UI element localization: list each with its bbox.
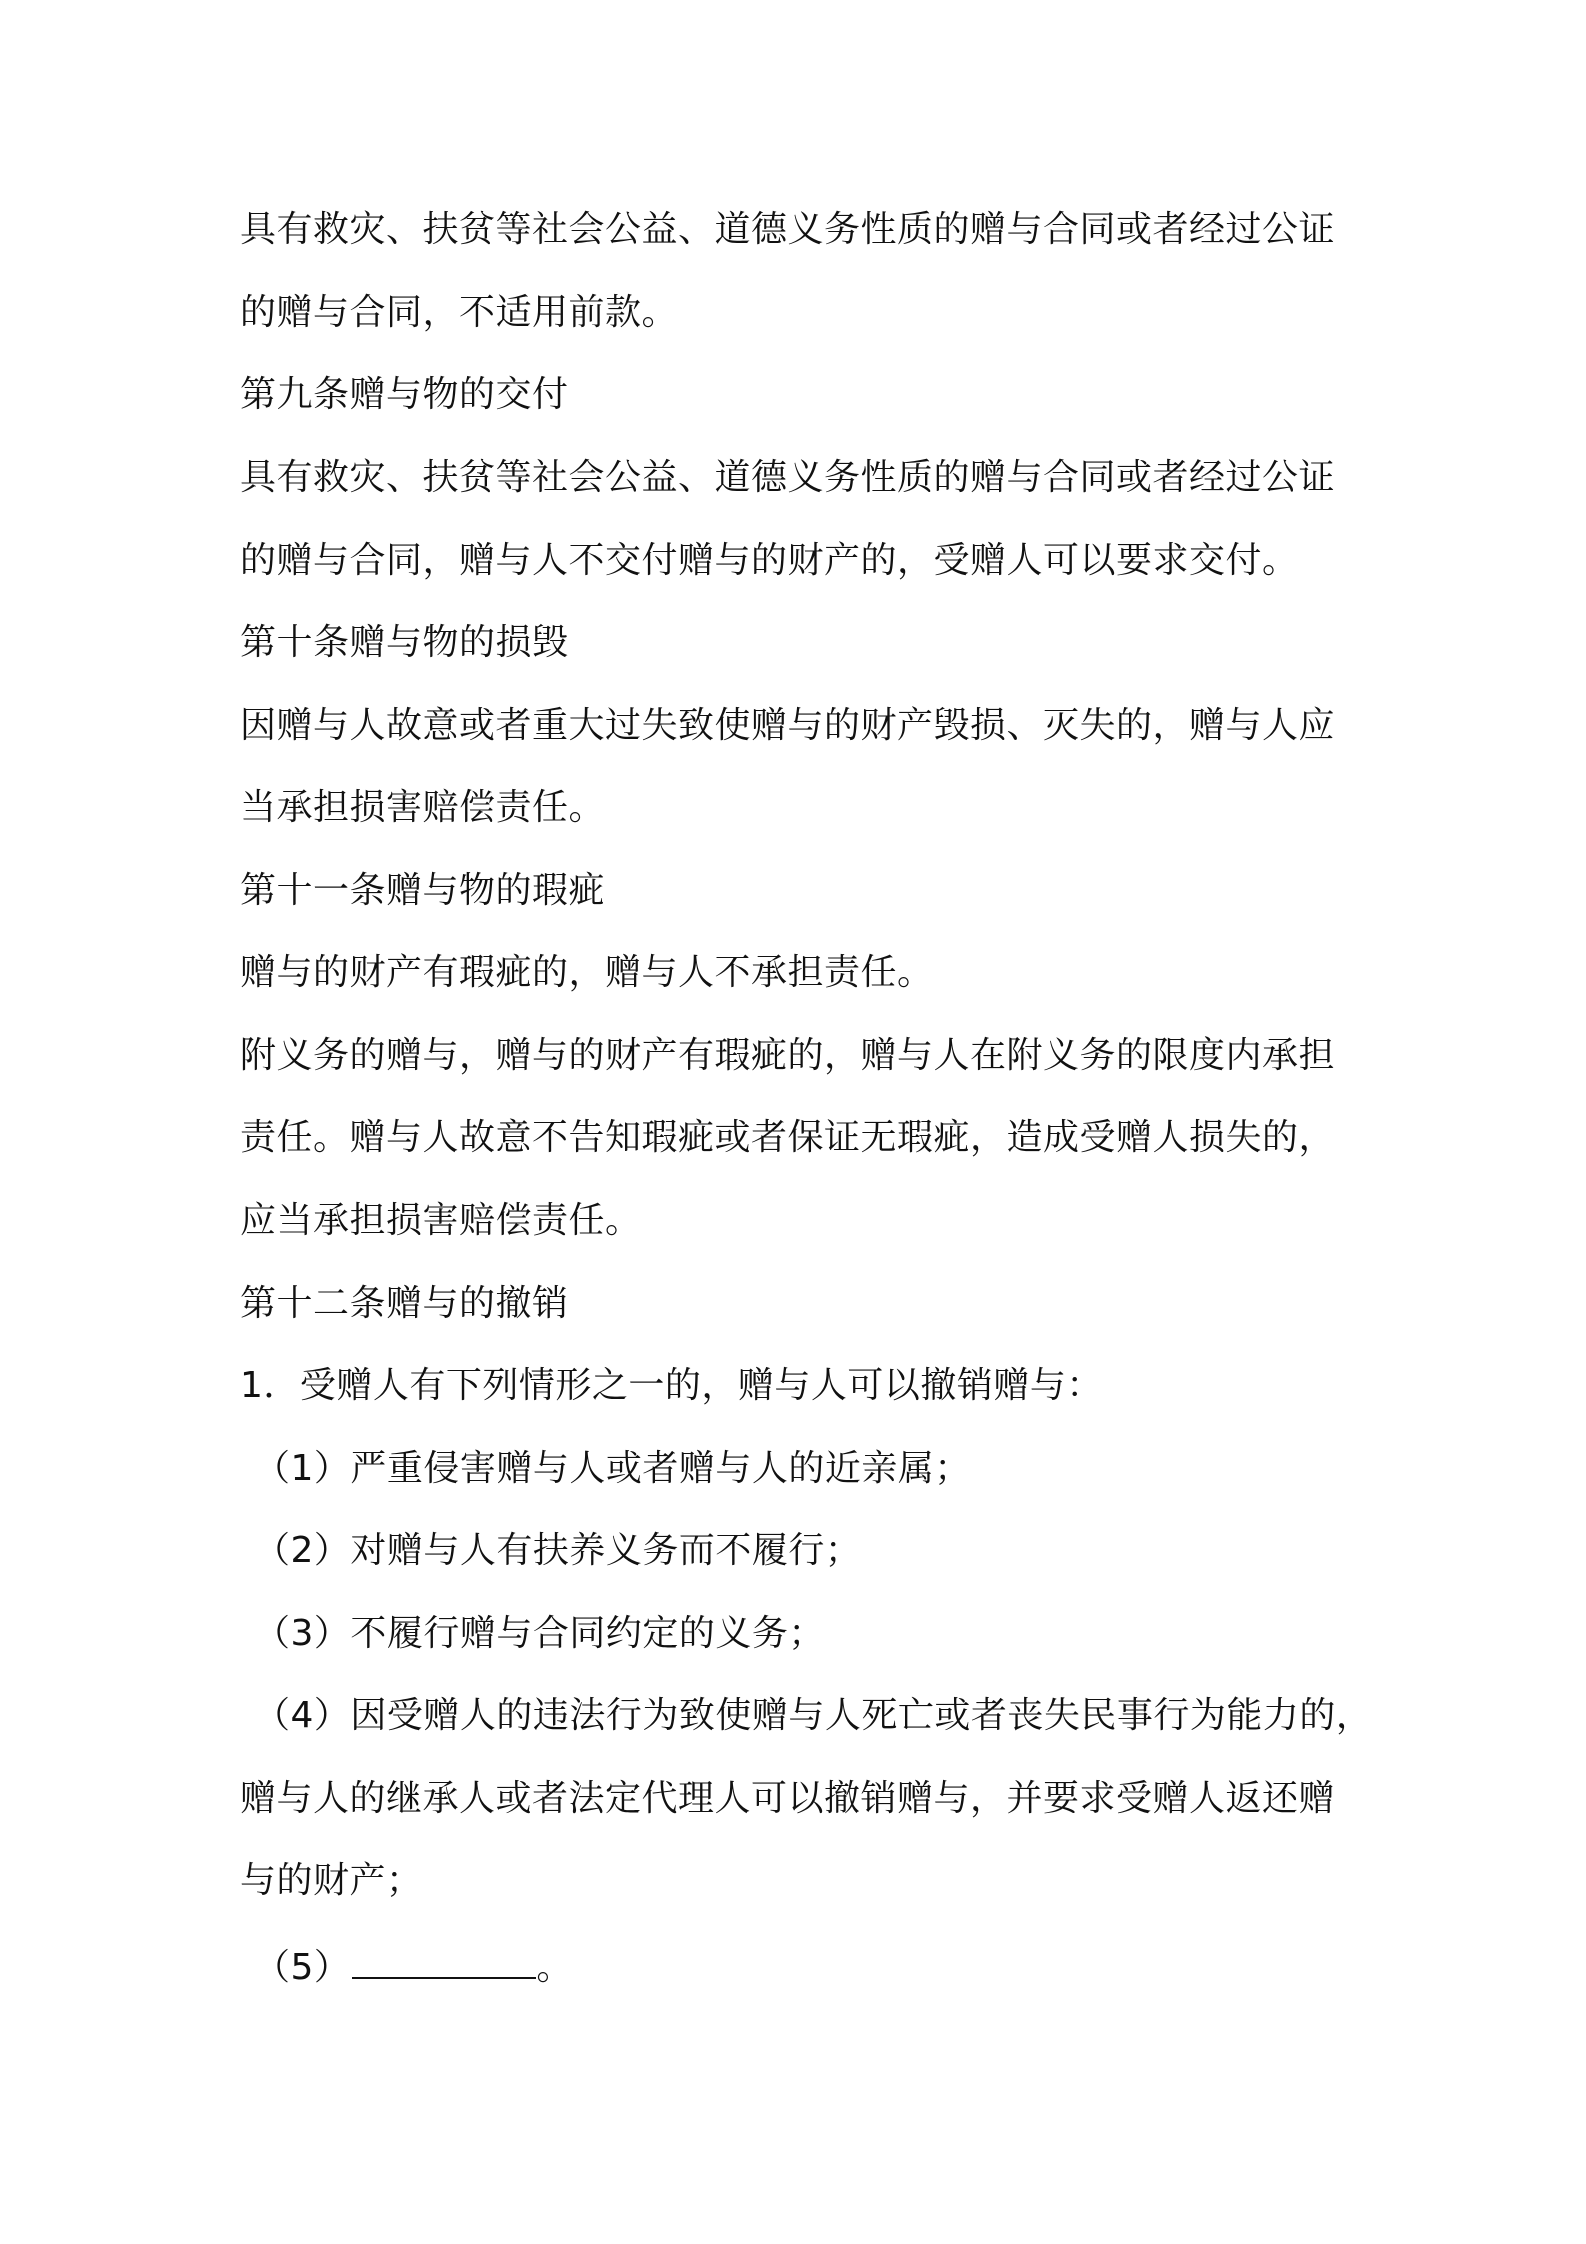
paragraph-line: 赠与的财产有瑕疵的，赠与人不承担责任。 bbox=[240, 952, 934, 993]
paragraph-line: 的赠与合同，不适用前款。 bbox=[240, 292, 679, 333]
article-heading-9: 第九条赠与物的交付 bbox=[240, 374, 569, 415]
paragraph-line: 的赠与合同，赠与人不交付赠与的财产的，受赠人可以要求交付。 bbox=[240, 540, 1299, 581]
paragraph-line: 当承担损害赔偿责任。 bbox=[240, 787, 606, 828]
list-item-2: （2）对赠与人有扶养义务而不履行； bbox=[254, 1530, 862, 1571]
paragraph-line: 具有救灾、扶贫等社会公益、道德义务性质的赠与合同或者经过公证 bbox=[240, 457, 1336, 498]
paragraph-line: 与的财产； bbox=[240, 1860, 423, 1901]
list-item-4: （4）因受赠人的违法行为致使赠与人死亡或者丧失民事行为能力的， bbox=[254, 1695, 1373, 1736]
paragraph-line: 具有救灾、扶贫等社会公益、道德义务性质的赠与合同或者经过公证 bbox=[240, 209, 1336, 250]
fill-in-blank[interactable] bbox=[352, 1939, 536, 1979]
article-heading-10: 第十条赠与物的损毁 bbox=[240, 622, 569, 663]
list-item-5 bbox=[254, 1939, 573, 1993]
list-item-5-period: 。 bbox=[536, 1947, 573, 1988]
paragraph-line: 因赠与人故意或者重大过失致使赠与的财产毁损、灭失的，赠与人应 bbox=[240, 705, 1336, 746]
paragraph-line: 应当承担损害赔偿责任。 bbox=[240, 1200, 642, 1241]
list-item-5-number: （5） bbox=[254, 1947, 351, 1988]
paragraph-line: 责任。赠与人故意不告知瑕疵或者保证无瑕疵，造成受赠人损失的， bbox=[240, 1117, 1336, 1158]
article-heading-12: 第十二条赠与的撤销 bbox=[240, 1283, 569, 1324]
list-item-1: （1）严重侵害赠与人或者赠与人的近亲属； bbox=[254, 1448, 971, 1489]
list-item-3: （3）不履行赠与合同约定的义务； bbox=[254, 1613, 825, 1654]
paragraph-line: 附义务的赠与，赠与的财产有瑕疵的，赠与人在附义务的限度内承担 bbox=[240, 1035, 1336, 1076]
list-intro: 1．受赠人有下列情形之一的，赠与人可以撤销赠与： bbox=[240, 1365, 1103, 1406]
article-heading-11: 第十一条赠与物的瑕疵 bbox=[240, 870, 606, 911]
paragraph-line: 赠与人的继承人或者法定代理人可以撤销赠与，并要求受赠人返还赠 bbox=[240, 1778, 1336, 1819]
